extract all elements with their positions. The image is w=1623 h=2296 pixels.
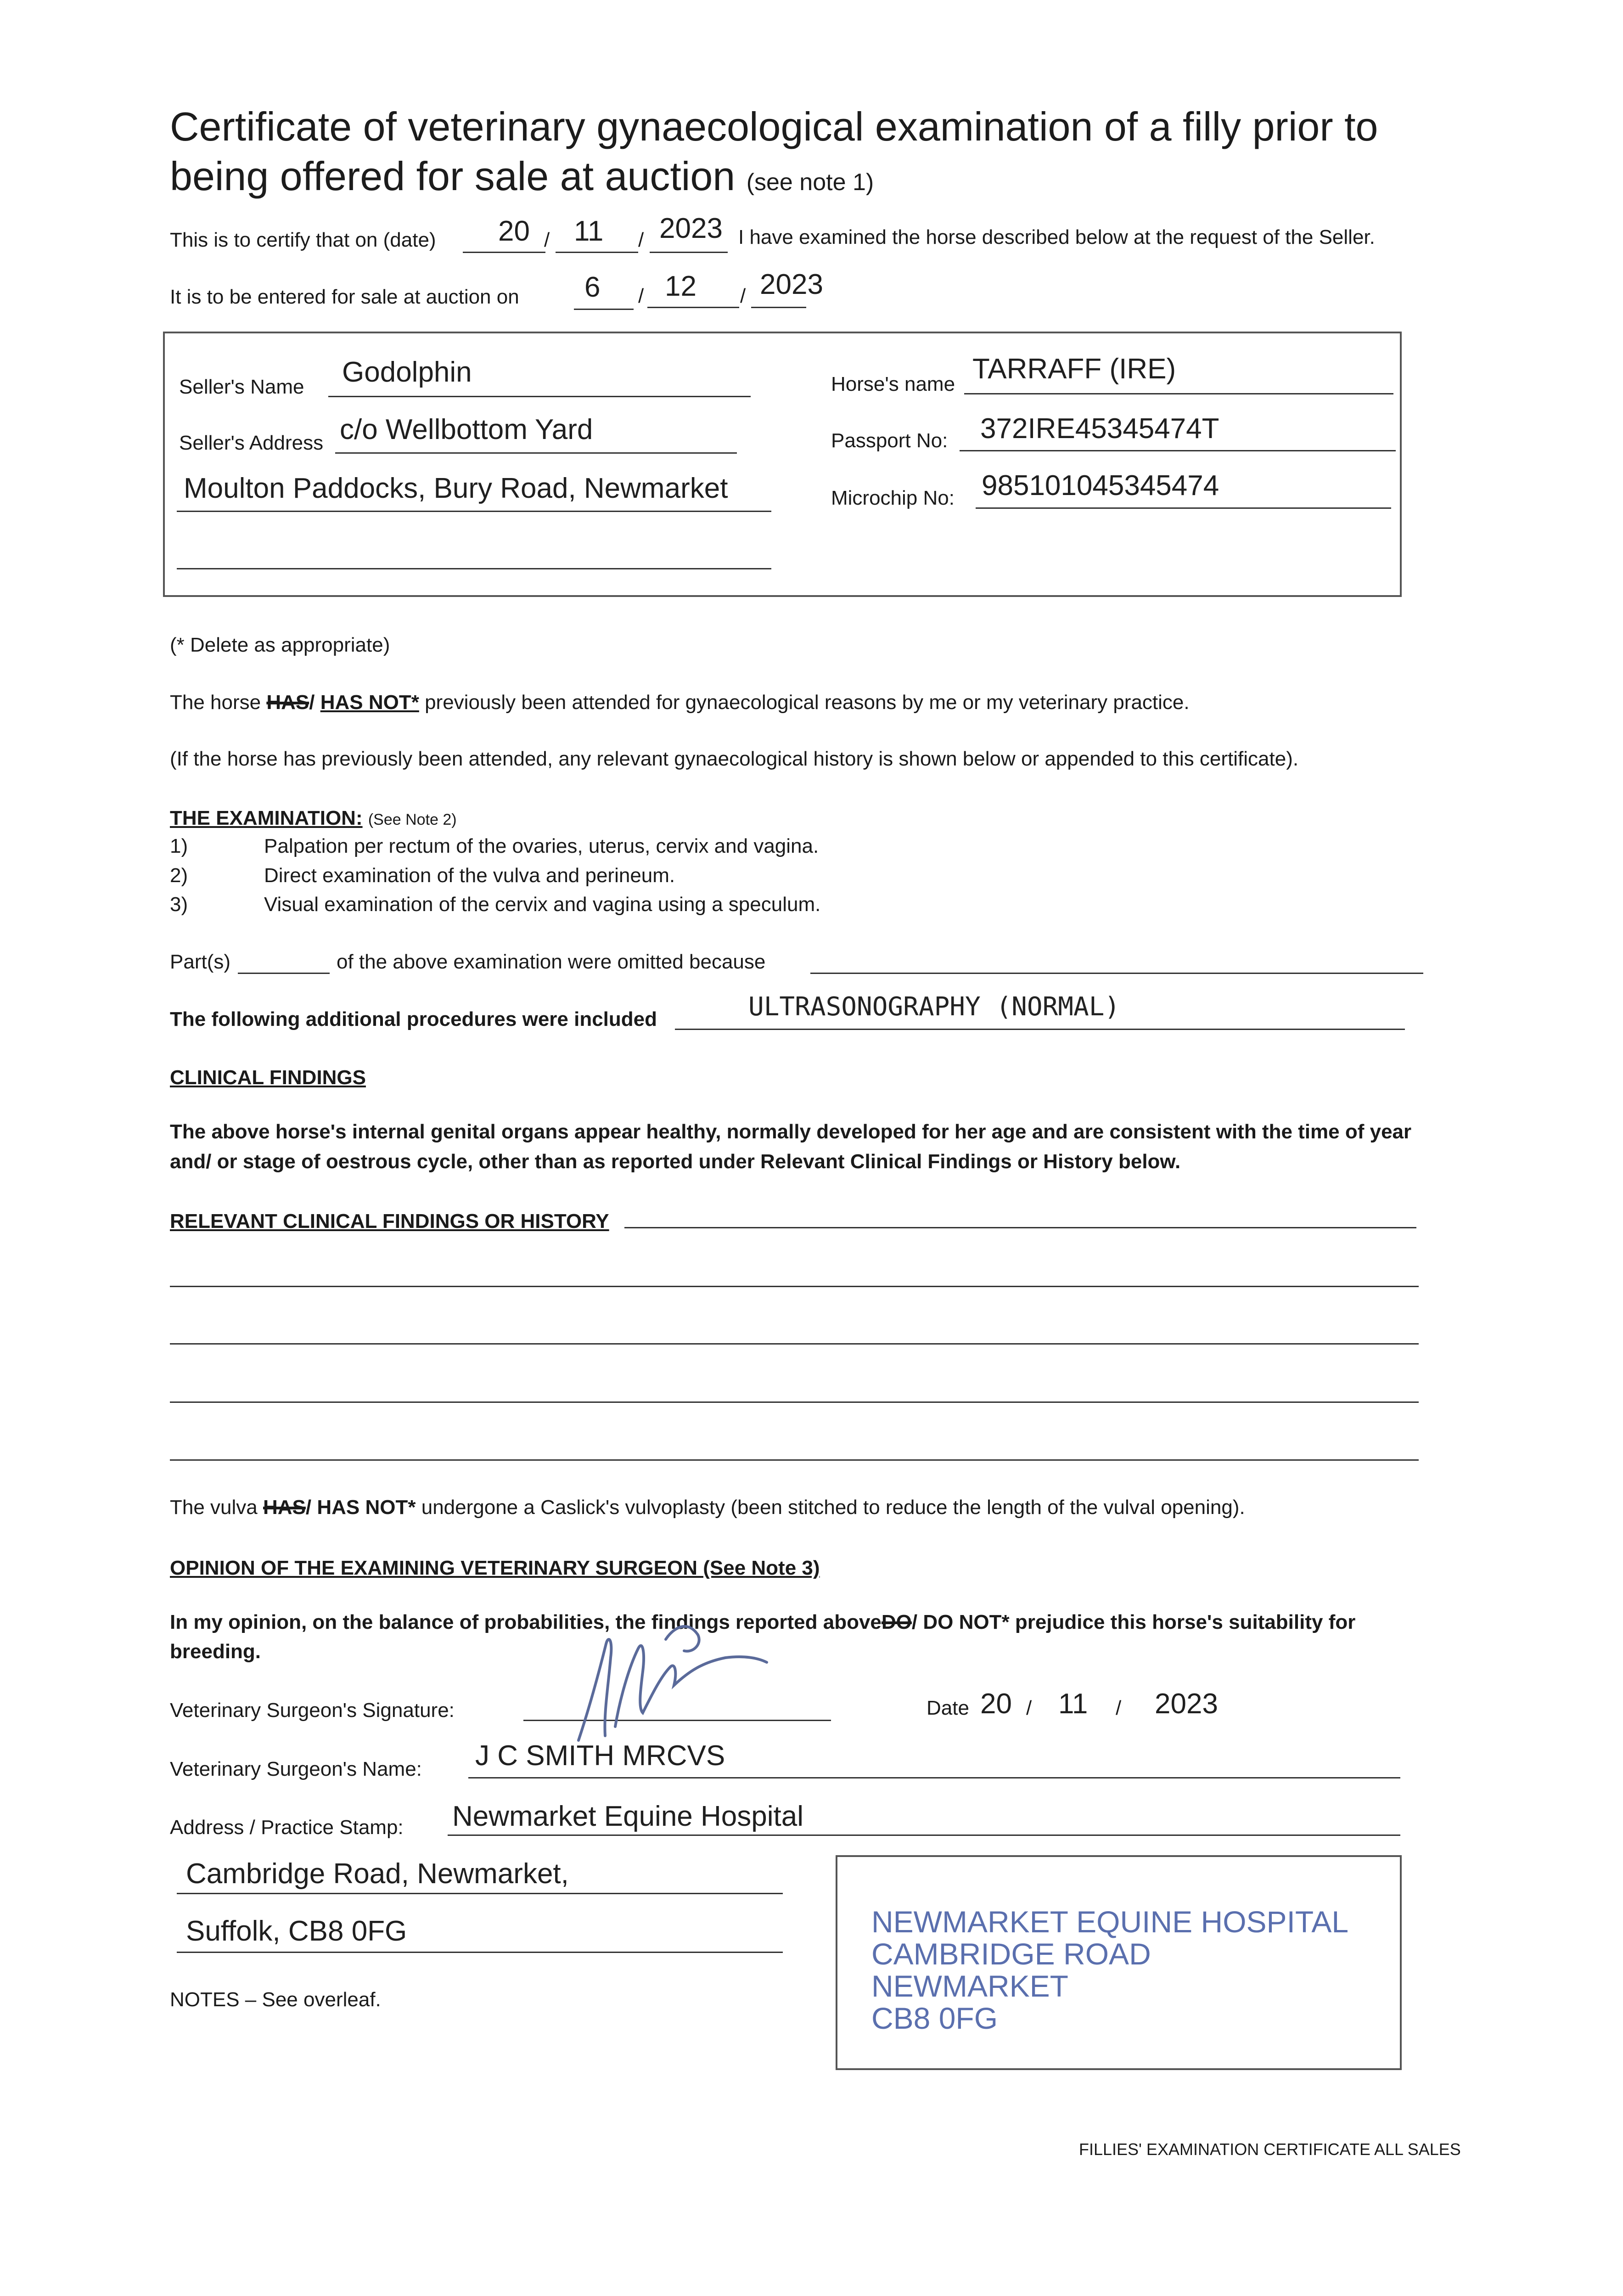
seller-name: Godolphin — [342, 356, 472, 388]
exam-item-2-text: Direct examination of the vulva and perineum. — [264, 864, 675, 887]
practice-address-line-3 — [177, 1952, 783, 1953]
microchip-line — [976, 507, 1391, 509]
certify-year-line — [650, 252, 728, 253]
omitted-suffix: of the above examination were omitted because — [337, 951, 766, 973]
vulva-suffix: undergone a Caslick's vulvoplasty (been stitched to reduce the length of the vulval opening). — [421, 1496, 1245, 1519]
auction-month-line — [647, 307, 739, 308]
attended-prefix: The horse — [170, 691, 261, 714]
seller-address-label: Seller's Address — [179, 432, 324, 454]
signature-scribble — [551, 1607, 771, 1745]
vet-name: J C SMITH MRCVS — [475, 1740, 725, 1772]
stamp-line-3: NEWMARKET — [871, 1969, 1068, 2003]
signature-date-year: 2023 — [1155, 1688, 1218, 1720]
vulva-slash: / — [305, 1496, 312, 1519]
footer: FILLIES' EXAMINATION CERTIFICATE ALL SALES — [1079, 2140, 1461, 2159]
opinion-line-1: In my opinion, on the balance of probabilities, the findings reported aboveDO/ DO NOT* prejudice this horse's suitability for — [170, 1611, 1356, 1633]
signature-date-slash-2: / — [1116, 1697, 1122, 1719]
stamp-line-4: CB8 0FG — [871, 2001, 998, 2035]
certify-month-line — [556, 252, 638, 253]
relevant-line-1 — [170, 1286, 1419, 1287]
opinion-line-2: breeding. — [170, 1640, 261, 1663]
clinical-statement-1: The above horse's internal genital organs appear healthy, normally developed for her age and are consistent with the time of year — [170, 1120, 1412, 1143]
auction-slash-1: / — [638, 285, 644, 307]
clinical-statement-2: and/ or stage of oestrous cycle, other than as reported under Relevant Clinical Findings or History below. — [170, 1150, 1181, 1173]
horse-name-label: Horse's name — [831, 373, 955, 395]
certify-prefix: This is to certify that on (date) — [170, 229, 436, 251]
exam-item-3-num: 3) — [170, 893, 188, 916]
certify-year: 2023 — [659, 213, 723, 244]
auction-day-line — [574, 309, 634, 310]
examination-heading-row — [170, 807, 457, 830]
exam-item-2-num: 2) — [170, 864, 188, 887]
notes: NOTES – See overleaf. — [170, 1988, 381, 2011]
vet-name-label: Veterinary Surgeon's Name: — [170, 1758, 422, 1780]
practice-address-1: Newmarket Equine Hospital — [452, 1801, 804, 1832]
practice-address-label: Address / Practice Stamp: — [170, 1816, 404, 1839]
certificate-title — [170, 102, 1501, 207]
title-line-1: Certificate of veterinary gynaecological examination of a filly prior to — [170, 104, 1378, 149]
signature-date-label: Date — [927, 1697, 969, 1719]
relevant-line-3 — [170, 1401, 1419, 1403]
vulva-has-struck: HAS — [263, 1496, 306, 1519]
auction-day: 6 — [584, 271, 601, 303]
certify-suffix: I have examined the horse described below at the request of the Seller. — [738, 226, 1375, 248]
auction-year-line — [751, 307, 806, 308]
relevant-line-4 — [170, 1459, 1419, 1461]
auction-prefix: It is to be entered for sale at auction on — [170, 286, 519, 308]
stamp-line-1: NEWMARKET EQUINE HOSPITAL — [871, 1905, 1349, 1939]
additional-label: The following additional procedures were included — [170, 1008, 657, 1030]
seller-address-line-1 — [335, 452, 737, 454]
opinion-do-struck: DO — [881, 1611, 912, 1633]
practice-address-line-2 — [177, 1893, 783, 1894]
attended-line — [170, 691, 1190, 714]
seller-name-line — [328, 396, 751, 397]
vulva-hasnot: HAS NOT* — [317, 1496, 416, 1519]
examination-heading: THE EXAMINATION: — [170, 807, 363, 829]
omitted-reason-line — [810, 973, 1423, 974]
practice-address-line-1 — [448, 1835, 1400, 1836]
vulva-line — [170, 1496, 1245, 1519]
practice-address-3: Suffolk, CB8 0FG — [186, 1915, 407, 1947]
relevant-line-0 — [624, 1227, 1416, 1228]
seller-address-line-2 — [177, 511, 771, 512]
omitted-prefix: Part(s) — [170, 951, 230, 973]
omitted-parts-line — [238, 973, 330, 974]
opinion-donot: DO NOT* — [923, 1611, 1010, 1633]
exam-item-1-text: Palpation per rectum of the ovaries, uterus, cervix and vagina. — [264, 835, 819, 857]
certify-day: 20 — [498, 215, 530, 247]
signature-label: Veterinary Surgeon's Signature: — [170, 1699, 455, 1722]
signature-date-day: 20 — [980, 1688, 1012, 1720]
horse-name: TARRAFF (IRE) — [972, 353, 1176, 385]
certify-month: 11 — [574, 215, 604, 247]
passport-line — [960, 450, 1396, 451]
examination-heading-note: (See Note 2) — [368, 811, 457, 828]
seller-name-label: Seller's Name — [179, 376, 304, 398]
opinion-text-a: In my opinion, on the balance of probabilities, the findings reported above — [170, 1611, 882, 1633]
attended-hasnot: HAS NOT* — [320, 691, 419, 714]
auction-year: 2023 — [760, 269, 823, 300]
relevant-heading: RELEVANT CLINICAL FINDINGS OR HISTORY — [170, 1210, 609, 1232]
certify-day-line — [463, 252, 545, 253]
passport-number: 372IRE45345474T — [980, 413, 1219, 445]
microchip-number: 985101045345474 — [982, 470, 1219, 501]
certify-slash-1: / — [544, 229, 550, 251]
relevant-line-2 — [170, 1343, 1419, 1345]
seller-address-2: Moulton Paddocks, Bury Road, Newmarket — [184, 473, 728, 504]
attended-suffix: previously been attended for gynaecological reasons by me or my veterinary practice. — [425, 691, 1190, 714]
stamp-line-2: CAMBRIDGE ROAD — [871, 1937, 1151, 1971]
passport-label: Passport No: — [831, 429, 948, 452]
horse-name-line — [964, 393, 1393, 394]
additional-value: ULTRASONOGRAPHY (NORMAL) — [748, 992, 1120, 1022]
signature-date-month: 11 — [1058, 1688, 1088, 1720]
certify-slash-2: / — [638, 229, 644, 251]
auction-month: 12 — [665, 270, 696, 302]
title-line-2 — [170, 152, 1501, 207]
signature-date-slash-1: / — [1026, 1697, 1032, 1719]
seller-address-line-3 — [177, 568, 771, 569]
seller-address-1: c/o Wellbottom Yard — [340, 414, 593, 445]
attended-has-struck: HAS — [266, 691, 309, 714]
exam-item-1-num: 1) — [170, 835, 188, 857]
title-note: (see note 1) — [746, 169, 874, 196]
vet-name-line — [468, 1777, 1400, 1778]
opinion-heading: OPINION OF THE EXAMINING VETERINARY SURGEON (See Note 3) — [170, 1557, 820, 1579]
delete-note: (* Delete as appropriate) — [170, 634, 390, 656]
practice-address-2: Cambridge Road, Newmarket, — [186, 1858, 569, 1890]
auction-slash-2: / — [740, 285, 746, 307]
microchip-label: Microchip No: — [831, 487, 955, 509]
practice-stamp — [871, 1906, 1348, 2034]
history-note: (If the horse has previously been attended, any relevant gynaecological history is shown below or appended to this certificate). — [170, 748, 1299, 770]
additional-line — [675, 1029, 1405, 1030]
exam-item-3-text: Visual examination of the cervix and vagina using a speculum. — [264, 893, 821, 916]
title-line-2-text: being offered for sale at auction — [170, 153, 736, 199]
attended-slash: / — [309, 691, 315, 714]
opinion-text-c: prejudice this horse's suitability for — [1015, 1611, 1356, 1633]
clinical-heading: CLINICAL FINDINGS — [170, 1066, 366, 1089]
vulva-prefix: The vulva — [170, 1496, 258, 1519]
